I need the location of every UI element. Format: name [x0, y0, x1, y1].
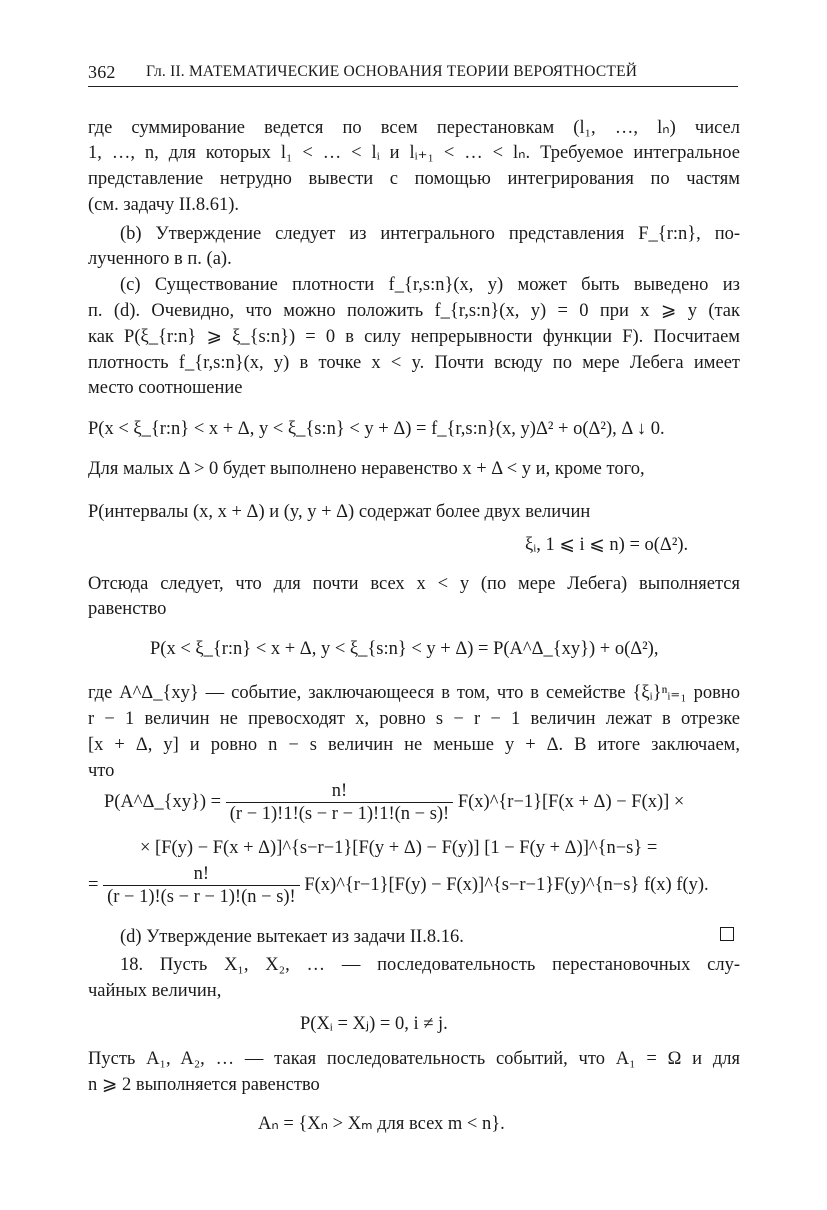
- text-line: плотность f_{r,s:n}(x, y) в точке x < y. Почти всюду по мере Лебега имеет: [88, 353, 740, 373]
- equation-rhs: F(x)^{r−1}[F(x + Δ) − F(x)] ×: [457, 791, 685, 812]
- display-equation: Aₙ = {Xₙ > Xₘ для всех m < n}.: [258, 1114, 505, 1134]
- display-equation: ξᵢ, 1 ⩽ i ⩽ n) = o(Δ²).: [525, 535, 689, 555]
- text-line: где суммирование ведется по всем перестановкам (l₁, …, lₙ) чисел: [88, 118, 740, 138]
- text-line: 1, …, n, для которых l₁ < … < lᵢ и lᵢ₊₁ < … < lₙ. Требуемое интегральное: [88, 143, 740, 163]
- text-line: 18. Пусть X₁, X₂, … — последовательность перестановочных слу-: [120, 955, 740, 975]
- fraction-numerator: n!: [226, 781, 453, 803]
- display-equation: [88, 864, 709, 907]
- equation-lhs: P(A^Δ_{xy}) =: [104, 791, 222, 812]
- equation-rhs: F(x)^{r−1}[F(y) − F(x)]^{s−r−1}F(y)^{n−s} f(x) f(y).: [304, 874, 709, 895]
- text-line: r − 1 величин не превосходят x, ровно s − r − 1 величин лежат в отрезке: [88, 709, 740, 729]
- text-line: лученного в п. (а).: [88, 249, 232, 269]
- display-equation: P(x < ξ_{r:n} < x + Δ, y < ξ_{s:n} < y + Δ) = P(A^Δ_{xy}) + o(Δ²),: [150, 639, 659, 659]
- display-equation: [104, 781, 684, 824]
- fraction-numerator: n!: [103, 864, 300, 886]
- text-line: где A^Δ_{xy} — событие, заключающееся в том, что в семействе {ξᵢ}ⁿᵢ₌₁ ровно: [88, 683, 740, 703]
- text-line: [x + Δ, y] и ровно n − s величин не меньше y + Δ. В итоге заключаем,: [88, 735, 740, 755]
- text-line: как P(ξ_{r:n} ⩾ ξ_{s:n}) = 0 в силу непрерывности функции F). Посчитаем: [88, 327, 740, 347]
- text-line: представление нетрудно вывести с помощью интегрирования по частям: [88, 169, 740, 189]
- display-equation: × [F(y) − F(x + Δ)]^{s−r−1}[F(y + Δ) − F(y)] [1 − F(y + Δ)]^{n−s} =: [140, 838, 658, 858]
- qed-square-icon: [720, 927, 734, 941]
- text-line: Для малых Δ > 0 будет выполнено неравенство x + Δ < y и, кроме того,: [88, 459, 645, 479]
- text-line: (d) Утверждение вытекает из задачи II.8.16.: [120, 927, 464, 947]
- running-head: Гл. II. МАТЕМАТИЧЕСКИЕ ОСНОВАНИЯ ТЕОРИИ ВЕРОЯТНОСТЕЙ: [146, 63, 638, 80]
- text-line: Пусть A₁, A₂, … — такая последовательность событий, что A₁ = Ω и для: [88, 1049, 740, 1069]
- fraction: [226, 781, 453, 824]
- fraction-denominator: (r − 1)!1!(s − r − 1)!1!(n − s)!: [229, 804, 450, 824]
- text-line: п. (d). Очевидно, что можно положить f_{r,s:n}(x, y) = 0 при x ⩾ y (так: [88, 301, 740, 321]
- equation-lhs: =: [88, 874, 99, 895]
- text-line: Отсюда следует, что для почти всех x < y (по мере Лебега) выполняется: [88, 574, 740, 594]
- text-line: место соотношение: [88, 378, 243, 398]
- display-equation: P(Xᵢ = Xⱼ) = 0, i ≠ j.: [300, 1014, 448, 1034]
- page-header: [88, 60, 738, 87]
- fraction-denominator: (r − 1)!(s − r − 1)!(n − s)!: [107, 887, 296, 907]
- text-line: равенство: [88, 599, 167, 619]
- text-line: n ⩾ 2 выполняется равенство: [88, 1075, 320, 1095]
- page-number: 362: [88, 62, 116, 82]
- fraction: [103, 864, 300, 907]
- display-equation: P(интервалы (x, x + Δ) и (y, y + Δ) содержат более двух величин: [88, 502, 591, 522]
- text-line: (b) Утверждение следует из интегрального представления F_{r:n}, по-: [120, 224, 740, 244]
- text-line: чайных величин,: [88, 981, 222, 1001]
- display-equation: P(x < ξ_{r:n} < x + Δ, y < ξ_{s:n} < y + Δ) = f_{r,s:n}(x, y)Δ² + o(Δ²), Δ ↓ 0.: [88, 419, 665, 439]
- text-line: (см. задачу II.8.61).: [88, 195, 240, 215]
- text-line: (c) Существование плотности f_{r,s:n}(x, y) может быть выведено из: [120, 275, 740, 295]
- text-line: что: [88, 761, 115, 781]
